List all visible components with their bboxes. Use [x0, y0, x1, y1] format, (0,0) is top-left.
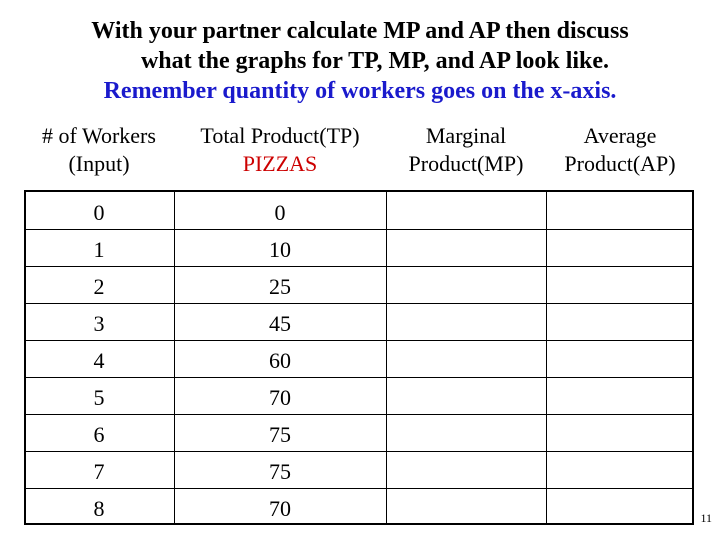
cell-mp [386, 379, 546, 416]
row-divider [24, 303, 694, 304]
row-divider [24, 340, 694, 341]
header-workers-line2: (Input) [68, 151, 130, 176]
slide-title [0, 16, 720, 106]
cell-mp [386, 490, 546, 527]
cell-workers: 3 [93, 311, 105, 336]
cell-workers: 8 [93, 496, 105, 521]
title-line-2: what the graphs for TP, MP, and AP look like. [140, 48, 610, 74]
row-divider [24, 377, 694, 378]
cell-workers: 4 [93, 348, 105, 373]
cell-workers: 5 [93, 385, 105, 410]
cell-ap [546, 194, 694, 231]
cell-mp [386, 268, 546, 305]
cell-ap [546, 490, 694, 527]
cell-tp: 45 [269, 311, 291, 336]
cell-mp [386, 453, 546, 490]
header-marginal-product [386, 122, 546, 178]
header-tp-line2: PIZZAS [242, 151, 318, 176]
header-workers [24, 122, 174, 178]
cell-tp: 10 [269, 237, 291, 262]
cell-workers: 6 [93, 422, 105, 447]
cell-mp [386, 231, 546, 268]
cell-ap [546, 342, 694, 379]
title-line-3: Remember quantity of workers goes on the x-axis. [103, 78, 617, 104]
header-mp-line1: Marginal [425, 123, 507, 148]
cell-tp: 75 [269, 459, 291, 484]
cell-workers: 1 [93, 237, 105, 262]
cell-workers: 0 [93, 200, 105, 225]
title-line-1: With your partner calculate MP and AP then discuss [91, 18, 629, 44]
row-divider [24, 266, 694, 267]
cell-tp: 0 [274, 200, 286, 225]
header-ap-line2: Product(AP) [564, 151, 676, 176]
header-rule [24, 190, 694, 192]
cell-mp [386, 194, 546, 231]
cell-ap [546, 379, 694, 416]
header-workers-line1: # of Workers [42, 123, 156, 148]
cell-workers: 2 [93, 274, 105, 299]
cell-ap [546, 453, 694, 490]
cell-mp [386, 342, 546, 379]
cell-workers: 7 [93, 459, 105, 484]
header-tp-line1: Total Product(TP) [200, 123, 360, 148]
cell-ap [546, 416, 694, 453]
cell-tp: 75 [269, 422, 291, 447]
header-ap-line1: Average [583, 123, 657, 148]
cell-mp [386, 416, 546, 453]
row-divider [24, 414, 694, 415]
header-total-product [174, 122, 386, 178]
cell-tp: 70 [269, 496, 291, 521]
slide-number: 11 [700, 511, 712, 525]
header-mp-line2: Product(MP) [408, 151, 524, 176]
row-divider [24, 451, 694, 452]
row-divider [24, 488, 694, 489]
cell-tp: 60 [269, 348, 291, 373]
cell-mp [386, 305, 546, 342]
cell-ap [546, 231, 694, 268]
cell-ap [546, 305, 694, 342]
cell-ap [546, 268, 694, 305]
cell-tp: 25 [269, 274, 291, 299]
row-divider [24, 229, 694, 230]
header-average-product [546, 122, 694, 178]
cell-tp: 70 [269, 385, 291, 410]
production-table [24, 120, 694, 525]
